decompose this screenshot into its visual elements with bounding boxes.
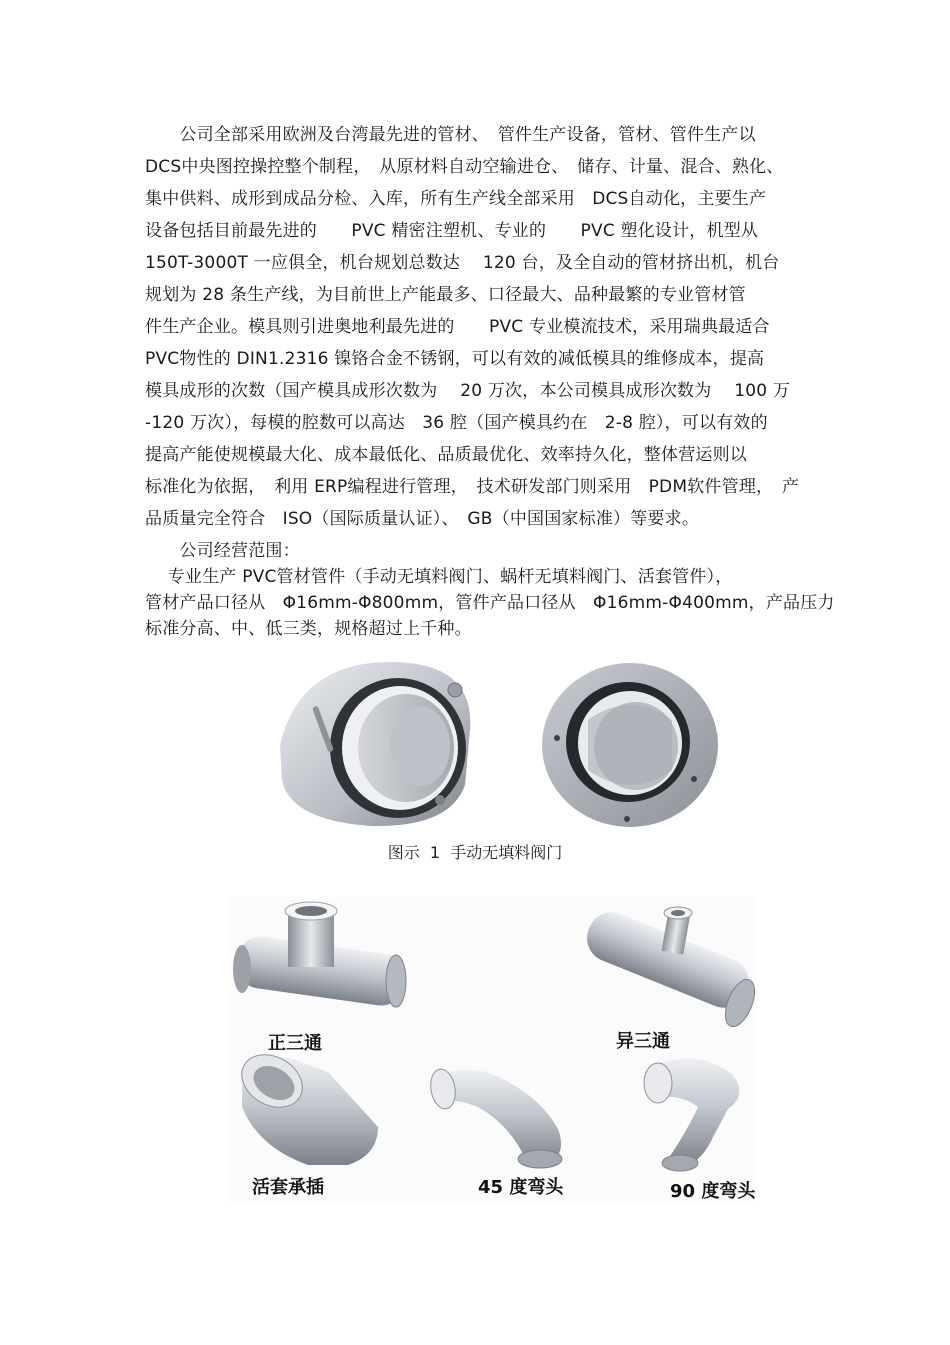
text-line: 专业生产 PVC管材管件（手动无填料阀门、蜗杆无填料阀门、活套管件）， <box>145 567 733 587</box>
reducing-tee-label: 异三通 <box>616 1031 670 1052</box>
equal-tee-image <box>233 902 409 1009</box>
equal-tee-label: 正三通 <box>268 1033 322 1054</box>
figure1-caption: 图示 1 手动无填料阀门 <box>387 843 563 862</box>
text-line: 150T-3000T 一应俱全，机台规划总数达 120 台，及全自动的管材挤出机，机台 <box>145 253 780 273</box>
elbow45-image <box>428 1067 562 1168</box>
elbow45-label: 45 度弯头 <box>478 1177 564 1198</box>
fittings-illustration <box>228 897 756 1202</box>
text-line: DCS中央图控操控整个制程， 从原材料自动空输进仓、 储存、计量、混合、熟化、 <box>145 157 784 177</box>
text-line: 管材产品口径从 Φ16mm-Φ800mm，管件产品口径从 Φ16mm-Φ400mm，产品压力 <box>145 593 835 613</box>
text-line: PVC物性的 DIN1.2316 镍铬合金不锈钢，可以有效的减低模具的维修成本，提高 <box>145 349 765 369</box>
valve-left-image <box>280 662 470 826</box>
text-line: 件生产企业。模具则引进奥地利最先进的 PVC 专业模流技术，采用瑞典最适合 <box>145 317 770 337</box>
text-line: 标准化为依据， 利用 ERP编程进行管理， 技术研发部门则采用 PDM软件管理， 产 <box>145 477 800 497</box>
text-line: 提高产能使规模最大化、成本最低化、品质最优化、效率持久化，整体营运则以 <box>145 445 747 465</box>
elbow90-image <box>644 1059 739 1171</box>
text-line: 公司全部采用欧洲及台湾最先进的管材、 管件生产设备，管材、管件生产以 <box>145 125 756 145</box>
text-line: 品质量完全符合 ISO（国际质量认证）、 GB（中国国家标准）等要求。 <box>145 509 700 529</box>
figure1-valve-photo <box>270 650 720 830</box>
scope-heading: 公司经营范围： <box>145 541 300 561</box>
reducing-tee-image <box>580 905 756 1031</box>
socket-label: 活套承插 <box>252 1177 324 1198</box>
text-line: 模具成形的次数（国产模具成形次数为 20 万次，本公司模具成形次数为 100 万 <box>145 381 791 401</box>
text-line: 集中供料、成形到成品分检、入库，所有生产线全部采用 DCS自动化，主要生产 <box>145 189 767 209</box>
text-line: -120 万次），每模的腔数可以高达 36 腔（国产模具约在 2-8 腔），可以有效的 <box>145 413 768 433</box>
valve-right-image <box>542 663 718 827</box>
socket-image <box>232 1044 378 1165</box>
text-line: 规划为 28 条生产线，为目前世上产能最多、口径最大、品种最繁的专业管材管 <box>145 285 746 305</box>
text-line: 设备包括目前最先进的 PVC 精密注塑机、专业的 PVC 塑化设计，机型从 <box>145 221 759 241</box>
text-line: 标准分高、中、低三类，规格超过上千种。 <box>145 619 472 639</box>
elbow90-label: 90 度弯头 <box>670 1181 756 1202</box>
figure2-fittings-photo <box>228 897 756 1202</box>
